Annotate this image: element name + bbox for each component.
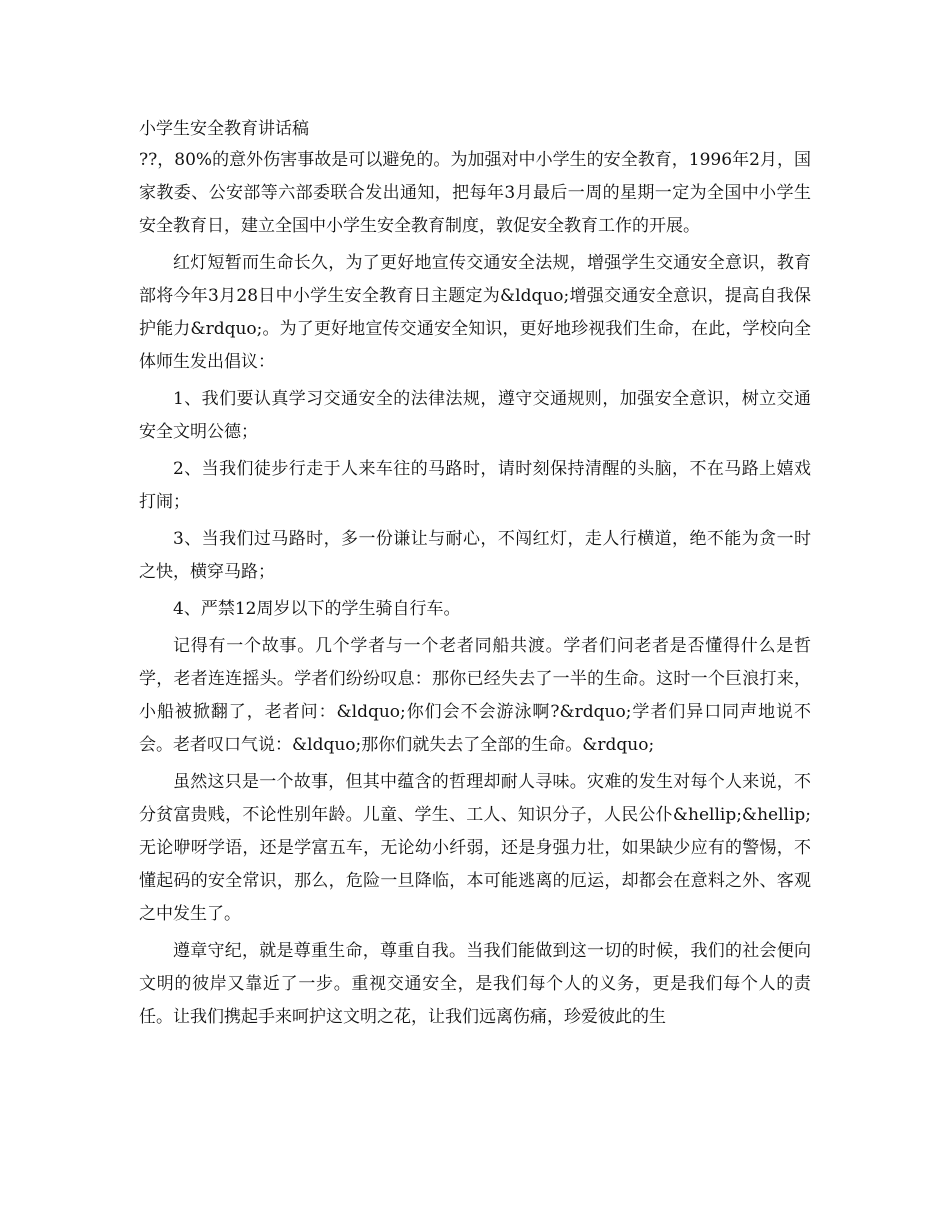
paragraph-item-4: 4、严禁12周岁以下的学生骑自行车。: [173, 599, 461, 619]
paragraph-item-2: 2、当我们徒步行走于人来车往的马路时，请时刻保持清醒的头脑，不在马路上嬉戏打闹；: [139, 459, 811, 512]
document-title: 小学生安全教育讲话稿: [139, 119, 309, 139]
paragraph-reflection: 虽然这只是一个故事，但其中蕴含的哲理却耐人寻味。灾难的发生对每个人来说，不分贫富贵贱，不论性别年龄。儿童、学生、工人、知识分子，人民公仆&hellip;&hellip;无论咿呀学语，还是学富五车，无论幼小纤弱，还是身强力壮，如果缺少应有的警惕，不懂起码的安全常识，那么，危险一旦降临，本可能逃离的厄运，却都会在意料之外、客观之中发生了。: [139, 772, 811, 924]
paragraph-initiative: 红灯短暂而生命长久，为了更好地宣传交通安全法规，增强学生交通安全意识，教育部将今年3月28日中小学生安全教育日主题定为&ldquo;增强交通安全意识，提高自我保护能力&rdquo;。为了更好地宣传交通安全知识，更好地珍视我们生命，在此，学校向全体师生发出倡议：: [139, 253, 811, 372]
paragraph-item-3: 3、当我们过马路时，多一份谦让与耐心，不闯红灯，走人行横道，绝不能为贪一时之快，横穿马路；: [139, 529, 811, 582]
paragraph-conclusion: 遵章守纪，就是尊重生命，尊重自我。当我们能做到这一切的时候，我们的社会便向文明的彼岸又靠近了一步。重视交通安全，是我们每个人的义务，更是我们每个人的责任。让我们携起手来呵护这文明之花，让我们远离伤痛，珍爱彼此的生: [139, 941, 811, 1027]
document-body: [139, 116, 811, 1038]
paragraph-intro: ??，80%的意外伤害事故是可以避免的。为加强对中小学生的安全教育，1996年2月，国家教委、公安部等六部委联合发出通知，把每年3月最后一周的星期一定为全国中小学生安全教育日，建立全国中小学生安全教育制度，敦促安全教育工作的开展。: [139, 150, 811, 236]
paragraph-item-1: 1、我们要认真学习交通安全的法律法规，遵守交通规则，加强安全意识，树立交通安全文明公德；: [139, 389, 811, 442]
paragraph-story: 记得有一个故事。几个学者与一个老者同船共渡。学者们问老者是否懂得什么是哲学，老者连连摇头。学者们纷纷叹息：那你已经失去了一半的生命。这时一个巨浪打来，小船被掀翻了，老者问：&ldquo;你们会不会游泳啊?&rdquo;学者们异口同声地说不会。老者叹口气说：&ldquo;那你们就失去了全部的生命。&rdquo;: [139, 636, 811, 755]
